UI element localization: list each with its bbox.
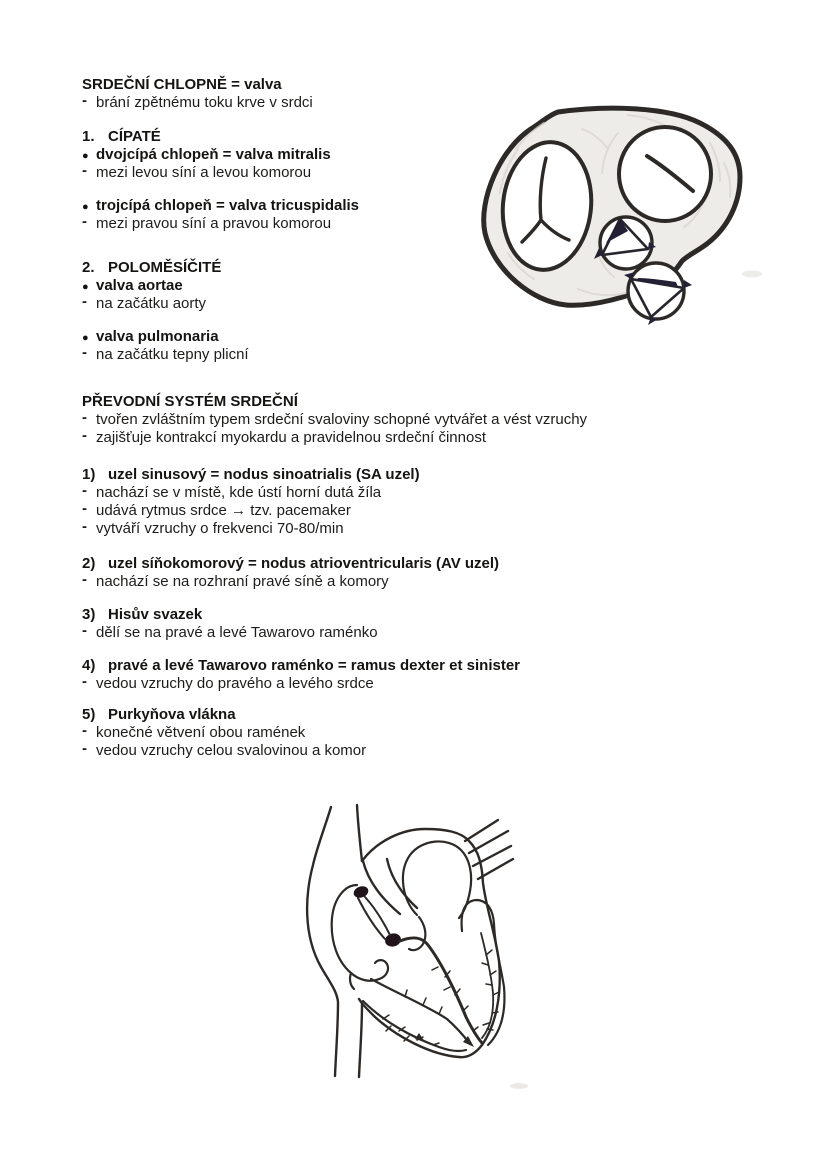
numbered-heading <box>82 706 732 724</box>
superior-vena-cava-right-wall <box>357 805 362 861</box>
note-line <box>82 520 732 538</box>
chamber-walls <box>332 841 505 1051</box>
numbered-heading <box>82 606 732 624</box>
right-atrium-wall <box>332 885 379 981</box>
line-text: valva pulmonaria <box>96 328 219 345</box>
line-text: na začátku tepny plicní <box>96 346 249 363</box>
pulmonary-veins <box>465 820 513 879</box>
line-text: konečné větvení obou ramének <box>96 724 306 741</box>
inferior-vena-cava-right-wall <box>359 1004 362 1077</box>
line-text: POLOMĚSÍČITÉ <box>108 259 222 276</box>
line-text: brání zpětnému toku krve v srdci <box>96 94 313 111</box>
bullet-marker: ● <box>82 281 89 293</box>
line-text: tvořen zvláštním typem srdeční svaloviny schopné vytvářet a vést vzruchy <box>96 411 588 428</box>
numbered-heading <box>82 657 732 675</box>
left-atrium-wall <box>403 841 471 918</box>
note-line <box>82 484 732 502</box>
line-text: uzel sinusový = nodus sinoatrialis (SA uzel) <box>108 466 420 483</box>
line-text: trojcípá chlopeň = valva tricuspidalis <box>96 197 360 214</box>
line-text: zajišťuje kontrakcí myokardu a pravidelnou srdeční činnost <box>96 429 486 446</box>
heart-conduction-sketch <box>305 795 575 1095</box>
dash-marker: - <box>82 293 87 310</box>
line-text: SRDEČNÍ CHLOPNĚ = valva <box>82 76 282 93</box>
internodal-tracts <box>358 897 390 939</box>
line-text: vedou vzruchy do pravého a levého srdce <box>96 675 374 692</box>
line-text: nachází se na rozhraní pravé síně a komory <box>96 573 389 590</box>
line-text: vytváří vzruchy o frekvenci 70-80/min <box>96 520 344 537</box>
note-line <box>82 724 732 742</box>
line-text: valva aortae <box>96 277 183 294</box>
note-line <box>82 429 732 447</box>
bullet-marker: ● <box>82 150 89 162</box>
line-text: nachází se v místě, kde ústí horní dutá žíla <box>96 484 382 501</box>
dash-marker: - <box>82 409 87 426</box>
numbered-heading <box>82 555 732 573</box>
number-marker: 5) <box>82 706 96 723</box>
line-text: na začátku aorty <box>96 295 207 312</box>
pulmonary-valve <box>624 263 692 325</box>
line-text: vedou vzruchy celou svalovinou a komor <box>96 742 367 759</box>
line-text: Purkyňova vlákna <box>108 706 236 723</box>
sa-node <box>352 884 370 899</box>
note-line <box>82 742 732 760</box>
note-line <box>82 502 732 520</box>
dash-marker: - <box>82 344 87 361</box>
number-marker: 1) <box>82 466 96 483</box>
dash-marker: - <box>82 482 87 499</box>
note-line <box>82 675 732 693</box>
dash-marker: - <box>82 722 87 739</box>
number-marker: 2. <box>82 259 95 276</box>
numbered-heading <box>82 466 732 484</box>
dash-marker: - <box>82 92 87 109</box>
dash-marker: - <box>82 518 87 535</box>
number-marker: 4) <box>82 657 96 674</box>
line-text: uzel síňokomorový = nodus atrioventricularis (AV uzel) <box>108 555 500 572</box>
dash-marker: - <box>82 571 87 588</box>
line-text: mezi pravou síní a pravou komorou <box>96 215 332 232</box>
dash-marker: - <box>82 673 87 690</box>
figure-heart-valves-top-view <box>478 103 808 338</box>
conduction-system <box>352 884 499 1047</box>
note-line <box>82 346 732 364</box>
paper-smudge <box>510 1083 528 1089</box>
line-text: CÍPATÉ <box>108 128 161 145</box>
dash-marker: - <box>82 162 87 179</box>
number-marker: 2) <box>82 555 96 572</box>
line-text: mezi levou síní a levou komorou <box>96 164 312 181</box>
tricuspid-leaflet <box>375 960 388 979</box>
number-marker: 3) <box>82 606 96 623</box>
number-marker: 1. <box>82 128 95 145</box>
his-bundle-and-branch <box>400 938 482 1043</box>
dash-marker: - <box>82 500 87 517</box>
dash-marker: - <box>82 213 87 230</box>
line-text: pravé a levé Tawarovo raménko = ramus dexter et sinister <box>108 657 521 674</box>
dash-marker: - <box>82 740 87 757</box>
line-text: PŘEVODNÍ SYSTÉM SRDEČNÍ <box>82 393 298 410</box>
mitral-leaflet <box>409 917 425 950</box>
mitral-valve <box>619 127 711 221</box>
note-line <box>82 411 732 429</box>
bullet-marker: ● <box>82 332 89 344</box>
figure-heart-conduction-system <box>305 795 575 1095</box>
line-text: dvojcípá chlopeň = valva mitralis <box>96 146 331 163</box>
dash-marker: - <box>82 427 87 444</box>
line-text: Hisův svazek <box>108 606 203 623</box>
dash-marker: - <box>82 622 87 639</box>
section-title <box>82 393 732 411</box>
note-line <box>82 573 732 591</box>
line-text: dělí se na pravé a levé Tawarovo raménko <box>96 624 378 641</box>
note-line <box>82 624 732 642</box>
line-text: udává rytmus srdce → tzv. pacemaker <box>96 502 351 519</box>
heart-valves-sketch <box>478 103 808 338</box>
section-title <box>82 76 732 94</box>
paper-smudge <box>742 271 762 278</box>
bullet-marker: ● <box>82 201 89 213</box>
